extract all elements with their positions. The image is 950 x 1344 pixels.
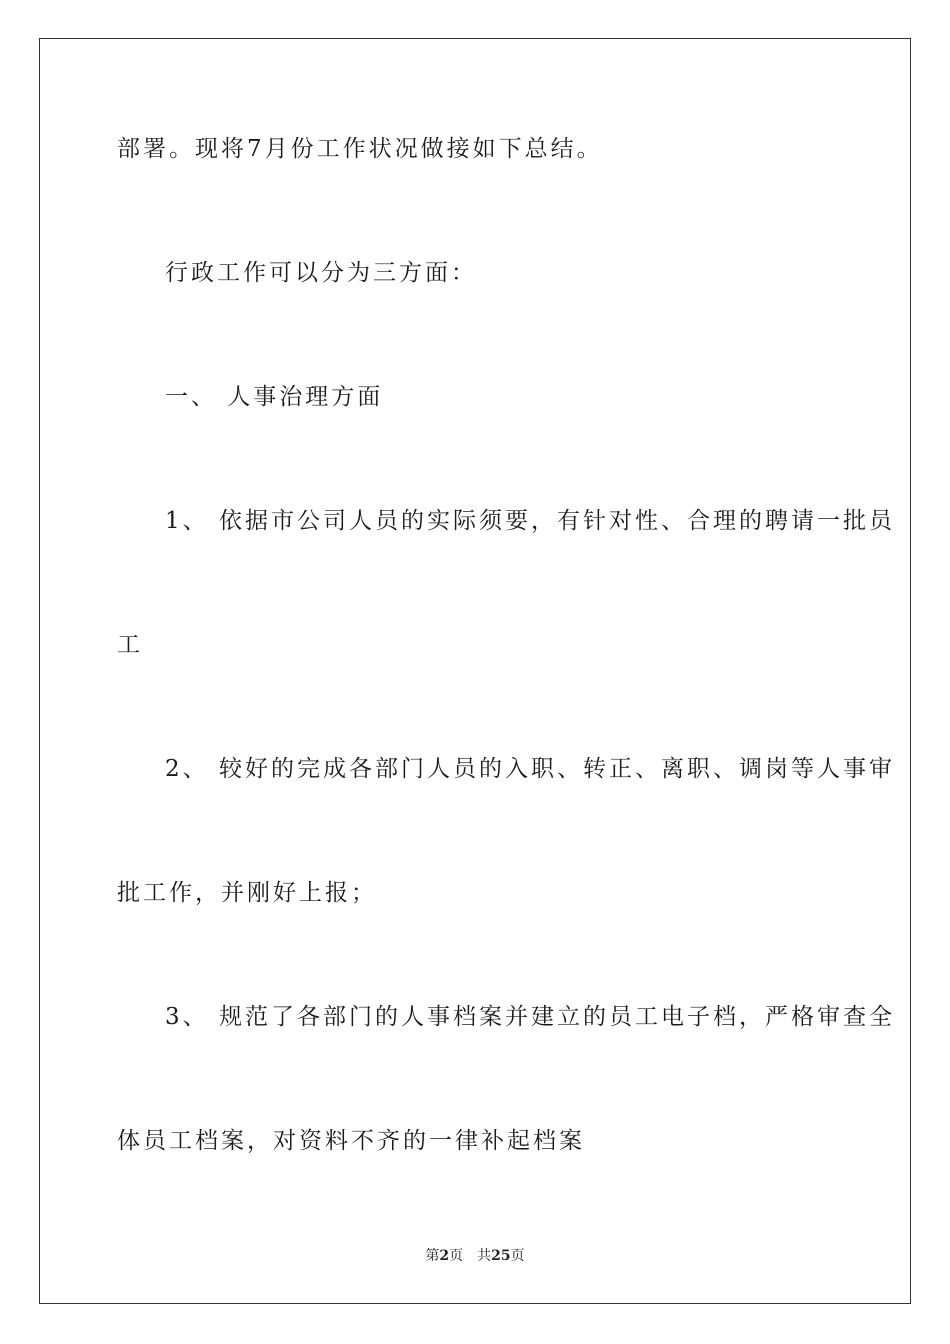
- list-item-3-line-1: 3、 规范了各部门的人事档案并建立的员工电子档，严格审查全: [165, 1004, 895, 1030]
- page-footer: [0, 1246, 950, 1266]
- list-item-2-line-2: 批工作，并刚好上报；: [117, 880, 377, 906]
- list-item-1-line-1: 1、 依据市公司人员的实际须要，有针对性、合理的聘请一批员: [165, 508, 895, 534]
- page-border: [39, 38, 911, 1304]
- footer-total-prefix: 共: [477, 1248, 492, 1264]
- list-item-2-line-1: 2、 较好的完成各部门人员的入职、转正、离职、调岗等人事审: [165, 756, 895, 782]
- paragraph-line-2: 行政工作可以分为三方面：: [165, 260, 477, 286]
- list-item-3-line-2: 体员工档案，对资料不齐的一律补起档案: [117, 1128, 585, 1154]
- footer-page-number: 2: [439, 1248, 450, 1264]
- section-heading-1: 一、 人事治理方面: [165, 384, 384, 410]
- paragraph-line-1: 部署。现将7月份工作状况做接如下总结。: [117, 136, 603, 162]
- list-item-1-line-2: 工: [117, 632, 143, 658]
- footer-page-prefix: 第: [425, 1248, 440, 1264]
- footer-total-suffix: 页: [510, 1248, 525, 1264]
- footer-page-suffix: 页: [449, 1248, 464, 1264]
- footer-total-pages: 25: [491, 1248, 511, 1264]
